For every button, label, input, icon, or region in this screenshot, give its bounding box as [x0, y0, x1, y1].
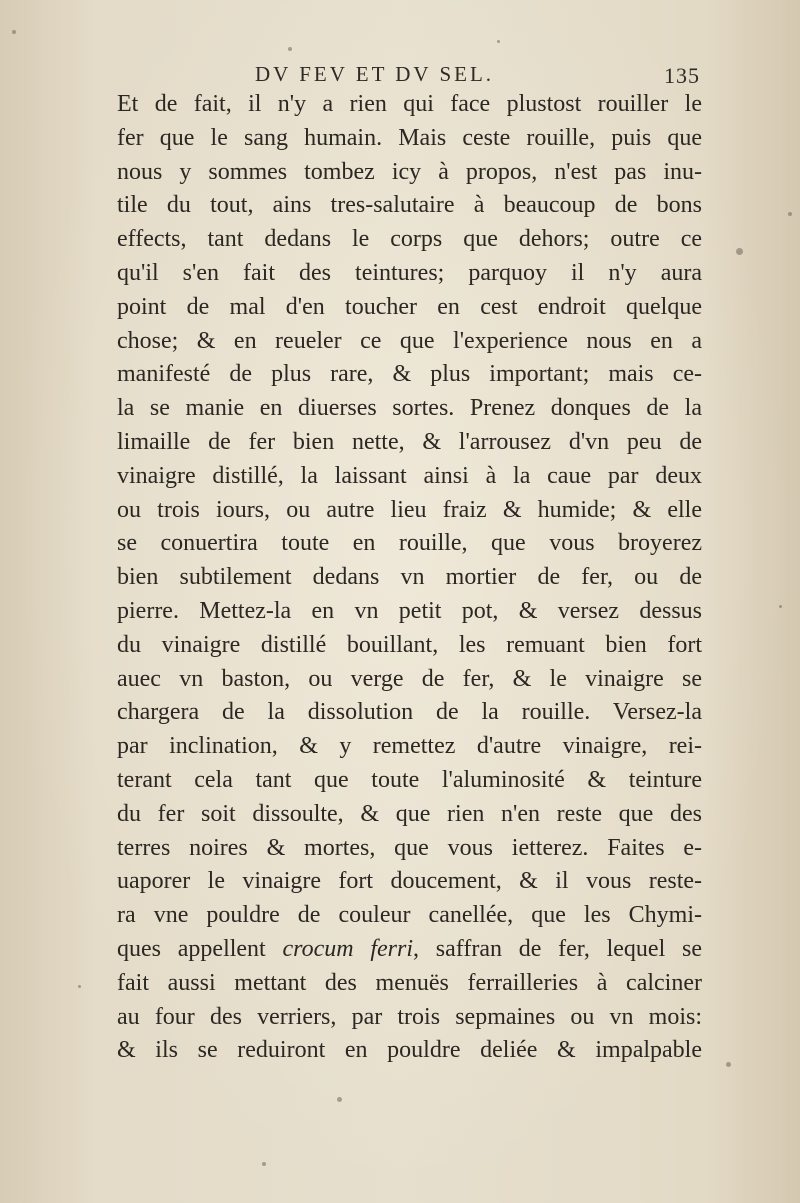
text-line: effects, tant dedans le corps que dehors; outre ce [117, 226, 702, 253]
ink-speck [736, 248, 743, 255]
text-line: Et de fait, il n'y a rien qui face plustost rouiller le [117, 91, 702, 117]
text-line: bien subtilement dedans vn mortier de fer, ou de [117, 564, 702, 591]
ink-speck [12, 30, 16, 34]
ink-speck [788, 212, 792, 216]
text-line: fer que le sang humain. Mais ceste rouille, puis que [117, 124, 702, 151]
italic-term: crocum ferri [282, 935, 414, 962]
running-title: DV FEV ET DV SEL. [255, 62, 495, 86]
text-line: du vinaigre distillé bouillant, les remuant bien fort [117, 631, 702, 658]
text-line: par inclination, & y remettez d'autre vinaigre, rei- [117, 733, 702, 760]
ink-speck [262, 1162, 266, 1166]
ink-speck [497, 40, 500, 43]
text-line: tile du tout, ains tres-salutaire à beaucoup de bons [117, 192, 702, 219]
text-run: , saffran de fer, lequel se [413, 935, 702, 962]
text-line: point de mal d'en toucher en cest endroit quelque [117, 293, 702, 320]
text-line: nous y sommes tombez icy à propos, n'est pas inu- [117, 158, 702, 185]
body-text [117, 88, 702, 1068]
text-line: vinaigre distillé, la laissant ainsi à la caue par deux [117, 462, 702, 489]
text-line: pierre. Mettez-la en vn petit pot, & versez dessus [117, 597, 702, 624]
text-line: la se manie en diuerses sortes. Prenez donques de la [117, 395, 702, 422]
text-line: au four des verriers, par trois sepmaines ou vn mois: [117, 1003, 702, 1030]
text-line: ra vne pouldre de couleur canellée, que les Chymi- [117, 902, 702, 929]
text-line: du fer soit dissoulte, & que rien n'en reste que des [117, 800, 702, 827]
text-line: & ils se reduiront en pouldre deliée & impalpable [117, 1037, 702, 1064]
text-line-with-italic [117, 933, 702, 967]
ink-speck [337, 1097, 342, 1102]
ink-speck [78, 985, 81, 988]
text-line: chose; & en reueler ce que l'experience nous en a [117, 327, 702, 354]
text-line: manifesté de plus rare, & plus important; mais ce- [117, 361, 702, 388]
text-line: chargera de la dissolution de la rouille. Versez-la [117, 699, 702, 726]
ink-speck [779, 605, 782, 608]
text-line: ou trois iours, ou autre lieu fraiz & humide; & elle [117, 496, 702, 523]
text-line: terant cela tant que toute l'aluminosité & teinture [117, 766, 702, 793]
text-line: fait aussi mettant des menuës ferrailleries à calciner [117, 969, 702, 996]
page-number: 135 [664, 63, 700, 88]
text-run: ques appellent [117, 935, 283, 962]
text-line: auec vn baston, ou verge de fer, & le vinaigre se [117, 665, 702, 692]
text-line: limaille de fer bien nette, & l'arrousez d'vn peu de [117, 428, 702, 455]
text-line: uaporer le vinaigre fort doucement, & il vous reste- [117, 868, 702, 895]
text-line: se conuertira toute en rouille, que vous broyerez [117, 530, 702, 557]
text-line: qu'il s'en fait des teintures; parquoy il n'y aura [117, 259, 702, 286]
ink-speck [288, 47, 292, 51]
ink-speck [726, 1062, 731, 1067]
text-line: terres noires & mortes, que vous ietterez. Faites e- [117, 834, 702, 861]
